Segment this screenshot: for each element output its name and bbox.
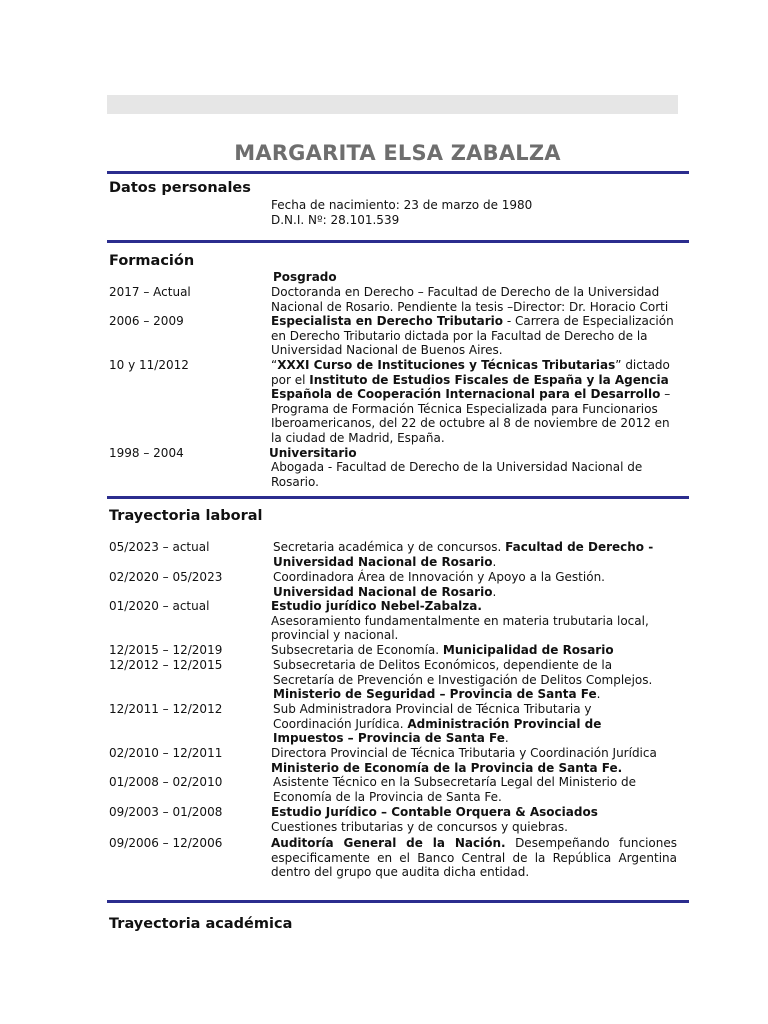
work-date: 09/2006 – 12/2006 <box>109 836 223 850</box>
education-date: 10 y 11/2012 <box>109 358 189 372</box>
section-title-academic: Trayectoria académica <box>109 916 293 932</box>
course-name: XXXI Curso de Instituciones y Técnicas Tributarias <box>277 358 616 372</box>
work-text: Coordinadora Área de Innovación y Apoyo a la Gestión. <box>273 570 605 584</box>
punctuation: . <box>596 687 601 702</box>
work-date: 02/2020 – 05/2023 <box>109 570 223 584</box>
work-text: Sub Administradora Provincial de Técnica Tributaria y Coordinación Jurídica. <box>273 702 592 731</box>
punctuation: . <box>492 554 497 569</box>
birth-date: Fecha de nacimiento: 23 de marzo de 1980 <box>271 198 533 212</box>
posgrado-label: Posgrado <box>273 270 337 284</box>
work-text: Cuestiones tributarias y de concursos y quiebras. <box>271 819 568 834</box>
work-date: 12/2011 – 12/2012 <box>109 702 223 716</box>
employer: Universidad Nacional de Rosario <box>273 584 493 599</box>
work-text: Secretaria académica y de concursos. <box>273 540 506 554</box>
divider <box>107 496 689 499</box>
work-text: Asistente Técnico en la Subsecretaría Legal del Ministerio de Economía de la Provincia de Santa Fe. <box>273 775 637 804</box>
work-item <box>273 702 673 746</box>
institution-name: Instituto de Estudios Fiscales de España y la Agencia Española de Cooperación Internacional para el Desarrollo <box>271 372 669 402</box>
education-text: ” dictado por el <box>271 358 670 387</box>
punctuation: . <box>492 584 497 599</box>
work-item <box>273 540 673 569</box>
work-item <box>271 599 677 643</box>
employer: Facultad de Derecho - Universidad Nacional de Rosario <box>273 540 654 569</box>
work-date: 09/2003 – 01/2008 <box>109 805 223 819</box>
work-text: Subsecretaria de Economía. <box>271 643 443 657</box>
work-date: 01/2020 – actual <box>109 599 210 613</box>
education-label: Universitario <box>269 446 357 460</box>
work-date: 05/2023 – actual <box>109 540 210 554</box>
work-item <box>271 746 677 775</box>
work-date: 12/2012 – 12/2015 <box>109 658 223 672</box>
employer: Auditoría General de la Nación. <box>271 836 506 850</box>
education-degree: Especialista en Derecho Tributario <box>271 314 504 328</box>
work-item <box>271 643 677 658</box>
divider <box>107 900 689 903</box>
education-text: Doctoranda en Derecho – Facultad de Derecho de la Universidad Nacional de Rosario. Pendiente la tesis –Director: Dr. Horacio Corti <box>271 285 669 314</box>
work-text: Subsecretaria de Delitos Económicos, dependiente de la Secretaría de Prevención e Investigación de Delitos Complejos. <box>273 658 653 687</box>
divider <box>107 240 689 243</box>
work-item <box>273 658 675 702</box>
work-text: Directora Provincial de Técnica Tributaria y Coordinación Jurídica <box>271 746 657 760</box>
candidate-name: MARGARITA ELSA ZABALZA <box>234 141 561 165</box>
education-date: 1998 – 2004 <box>109 446 184 460</box>
employer: Administración Provincial de Impuestos – Provincia de Santa Fe <box>273 716 602 746</box>
education-text: Abogada - Facultad de Derecho de la Universidad Nacional de Rosario. <box>271 460 643 489</box>
employer: Municipalidad de Rosario <box>442 643 614 657</box>
section-title-work: Trayectoria laboral <box>109 508 263 524</box>
work-date: 01/2008 – 02/2010 <box>109 775 223 789</box>
work-text: Desempeñando funciones especificamente en el Banco Central de la República Argentina dentro del grupo que audita dicha entidad. <box>271 836 677 880</box>
education-item <box>271 314 677 358</box>
punctuation: . <box>504 731 509 746</box>
education-text: – Programa de Formación Técnica Especializada para Funcionarios Iberoamericanos, del 22 de octubre al 8 de noviembre de 2012 en la ciudad de Madrid, España. <box>271 387 671 445</box>
education-date: 2006 – 2009 <box>109 314 184 328</box>
work-item <box>273 570 673 599</box>
work-date: 02/2010 – 12/2011 <box>109 746 223 760</box>
divider <box>107 171 689 174</box>
employer: Ministerio de Economía de la Provincia de Santa Fe. <box>271 760 623 775</box>
work-item <box>271 805 677 834</box>
employer: Ministerio de Seguridad – Provincia de Santa Fe <box>273 687 597 702</box>
header-bar <box>107 95 678 114</box>
work-item <box>271 836 677 880</box>
education-text: - Carrera de Especialización en Derecho Tributario dictada por la Facultad de Derecho de la Universidad Nacional de Buenos Aires. <box>271 314 674 358</box>
employer: Estudio jurídico Nebel-Zabalza. <box>271 599 482 613</box>
education-item <box>271 358 677 446</box>
education-date: 2017 – Actual <box>109 285 191 299</box>
section-title-personal: Datos personales <box>109 180 251 196</box>
employer: Estudio Jurídico – Contable Orquera & Asociados <box>271 805 598 819</box>
work-text: Asesoramiento fundamentalmente en materia trubutaria local, provincial y nacional. <box>271 613 649 643</box>
work-date: 12/2015 – 12/2019 <box>109 643 223 657</box>
quote: “ <box>271 358 278 372</box>
dni: D.N.I. Nº: 28.101.539 <box>271 213 400 227</box>
section-title-education: Formación <box>109 253 195 269</box>
